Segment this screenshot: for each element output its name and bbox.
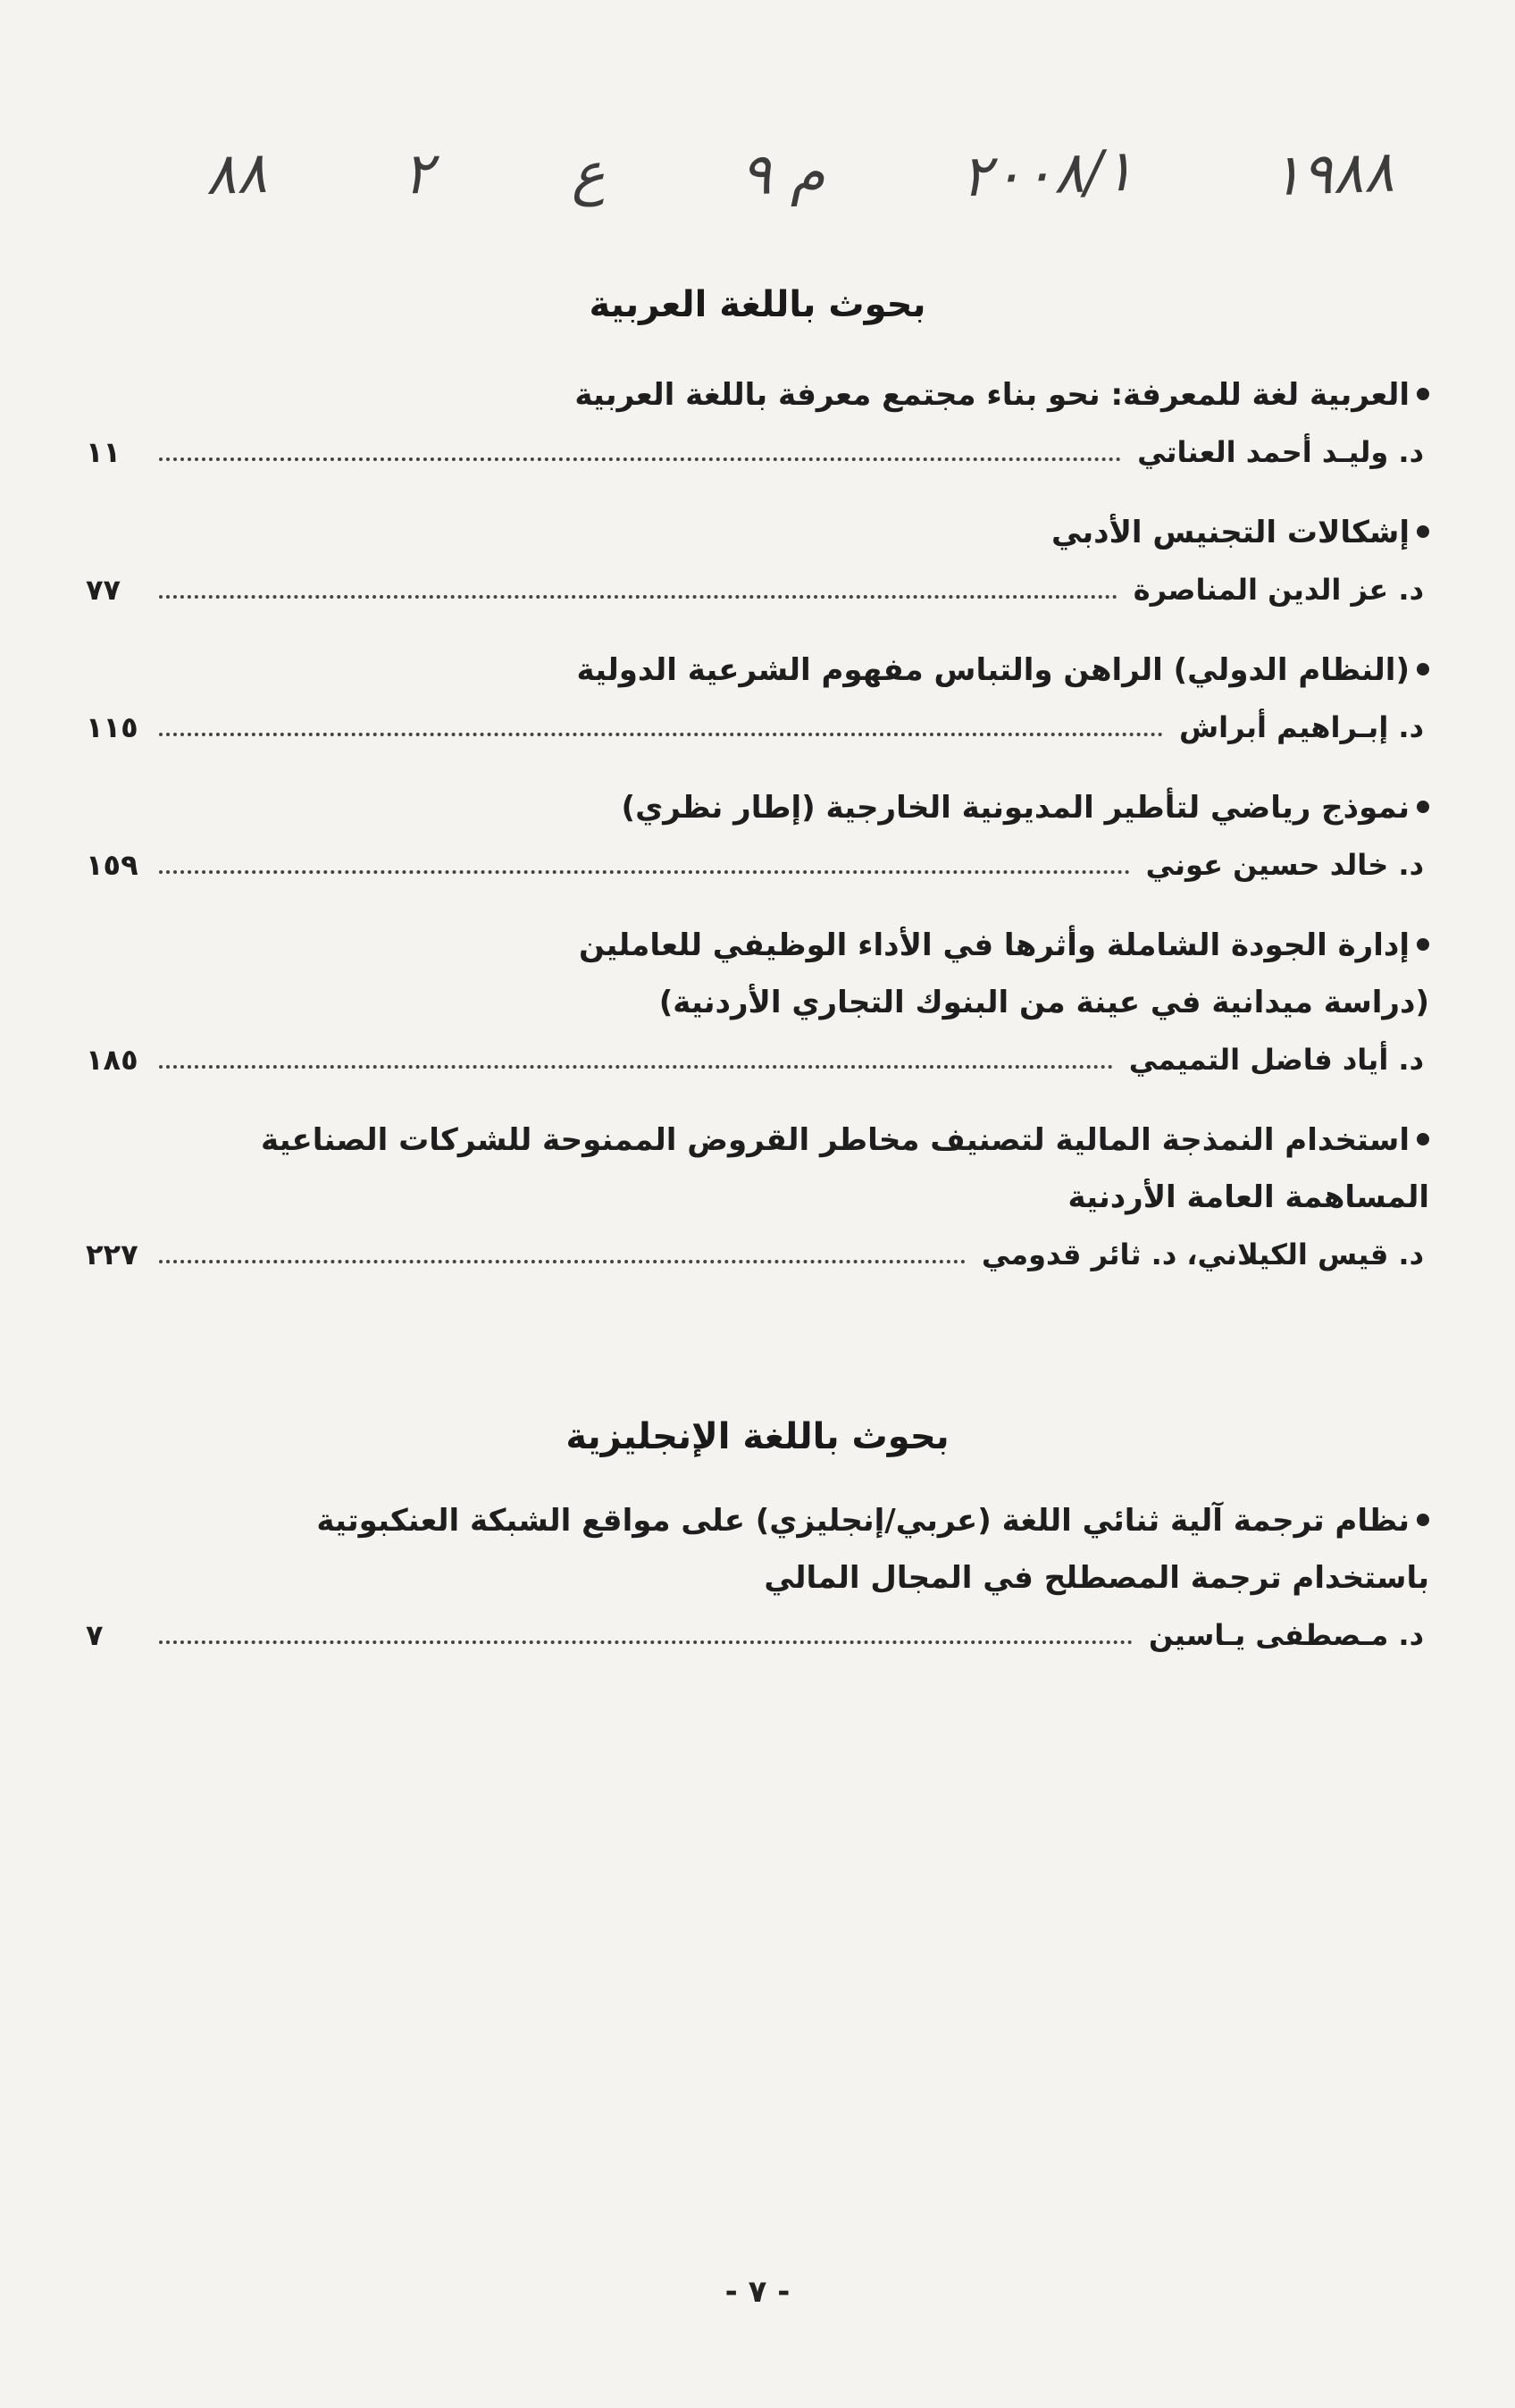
- bullet-icon: [1417, 388, 1429, 400]
- bullet-icon: [1417, 663, 1429, 675]
- entry-page-number: ١١٥: [86, 710, 138, 744]
- bullet-icon: [1417, 1514, 1429, 1526]
- english-entries-list: [86, 1492, 1435, 1687]
- arabic-section-title: بحوث باللغة العربية: [589, 284, 926, 325]
- handwritten-date: ٢٠٠٨/١: [960, 138, 1136, 211]
- entry-page-number: ٢٢٧: [86, 1238, 138, 1271]
- entry-title-continued: باستخدام ترجمة المصطلح في المجال المالي: [764, 1560, 1429, 1596]
- entry-title: نموذج رياضي لتأطير المديونية الخارجية (إطار نظري): [86, 779, 1435, 836]
- dot-leader: [159, 733, 1163, 736]
- entry-title: العربية لغة للمعرفة: نحو بناء مجتمع معرفة باللغة العربية: [86, 366, 1435, 424]
- dot-leader: [159, 1065, 1113, 1069]
- dot-leader: [159, 1640, 1133, 1644]
- toc-entry: [86, 642, 1435, 756]
- english-section-title: بحوث باللغة الإنجليزية: [565, 1416, 950, 1457]
- entry-author: د. أياد فاضل التميمي: [1128, 1043, 1424, 1077]
- toc-entry: [86, 1112, 1435, 1283]
- entry-author: د. مـصطفى يـاسين: [1148, 1618, 1424, 1652]
- entry-title: نظام ترجمة آلية ثنائي اللغة (عربي/إنجليزي) على مواقع الشبكة العنكبوتية: [86, 1492, 1435, 1549]
- toc-entry: [86, 366, 1435, 481]
- dot-leader: [159, 1260, 966, 1263]
- bullet-icon: [1417, 938, 1429, 951]
- toc-entry: [86, 1492, 1435, 1664]
- entry-page-number: ٧: [86, 1618, 104, 1652]
- dot-leader: [159, 595, 1117, 599]
- entry-page-number: ١٥٩: [86, 848, 138, 882]
- dot-leader: [159, 457, 1121, 461]
- entry-title-continued: المساهمة العامة الأردنية: [1067, 1179, 1429, 1215]
- entry-author: د. قيس الكيلاني، د. ثائر قدومي: [981, 1238, 1424, 1271]
- entry-title: إشكالات التجنيس الأدبي: [86, 504, 1435, 561]
- entry-title-continued: (دراسة ميدانية في عينة من البنوك التجاري الأردنية): [658, 985, 1429, 1020]
- entry-page-number: ٧٧: [86, 573, 121, 607]
- bullet-icon: [1417, 801, 1429, 813]
- arabic-entries-list: [86, 366, 1435, 1306]
- entry-author: د. عز الدين المناصرة: [1133, 573, 1424, 607]
- dot-leader: [159, 870, 1130, 874]
- handwritten-volume: م ٩: [740, 139, 826, 209]
- bullet-icon: [1417, 1133, 1429, 1145]
- toc-entry: [86, 917, 1435, 1088]
- entry-page-number: ١١: [86, 435, 121, 469]
- bullet-icon: [1417, 525, 1429, 538]
- toc-entry: [86, 504, 1435, 618]
- entry-author: د. إبـراهيم أبراش: [1178, 710, 1424, 744]
- entry-author: د. وليـد أحمد العناتي: [1137, 435, 1424, 469]
- handwritten-note: [205, 125, 1394, 223]
- entry-title: استخدام النمذجة المالية لتصنيف مخاطر القروض الممنوحة للشركات الصناعية: [86, 1112, 1435, 1169]
- page-number-footer: - ٧ -: [724, 2274, 791, 2310]
- entry-author: د. خالد حسين عوني: [1145, 848, 1424, 882]
- entry-title: (النظام الدولي) الراهن والتباس مفهوم الشرعية الدولية: [86, 642, 1435, 699]
- handwritten-issue: ع: [569, 140, 606, 208]
- entry-page-number: ١٨٥: [86, 1043, 138, 1077]
- handwritten-code: ٨٨: [204, 139, 269, 209]
- handwritten-year: ١٩٨٨: [1269, 138, 1395, 210]
- toc-entry: [86, 779, 1435, 894]
- entry-title: إدارة الجودة الشاملة وأثرها في الأداء الوظيفي للعاملين: [86, 917, 1435, 974]
- handwritten-number: ٢: [402, 140, 436, 208]
